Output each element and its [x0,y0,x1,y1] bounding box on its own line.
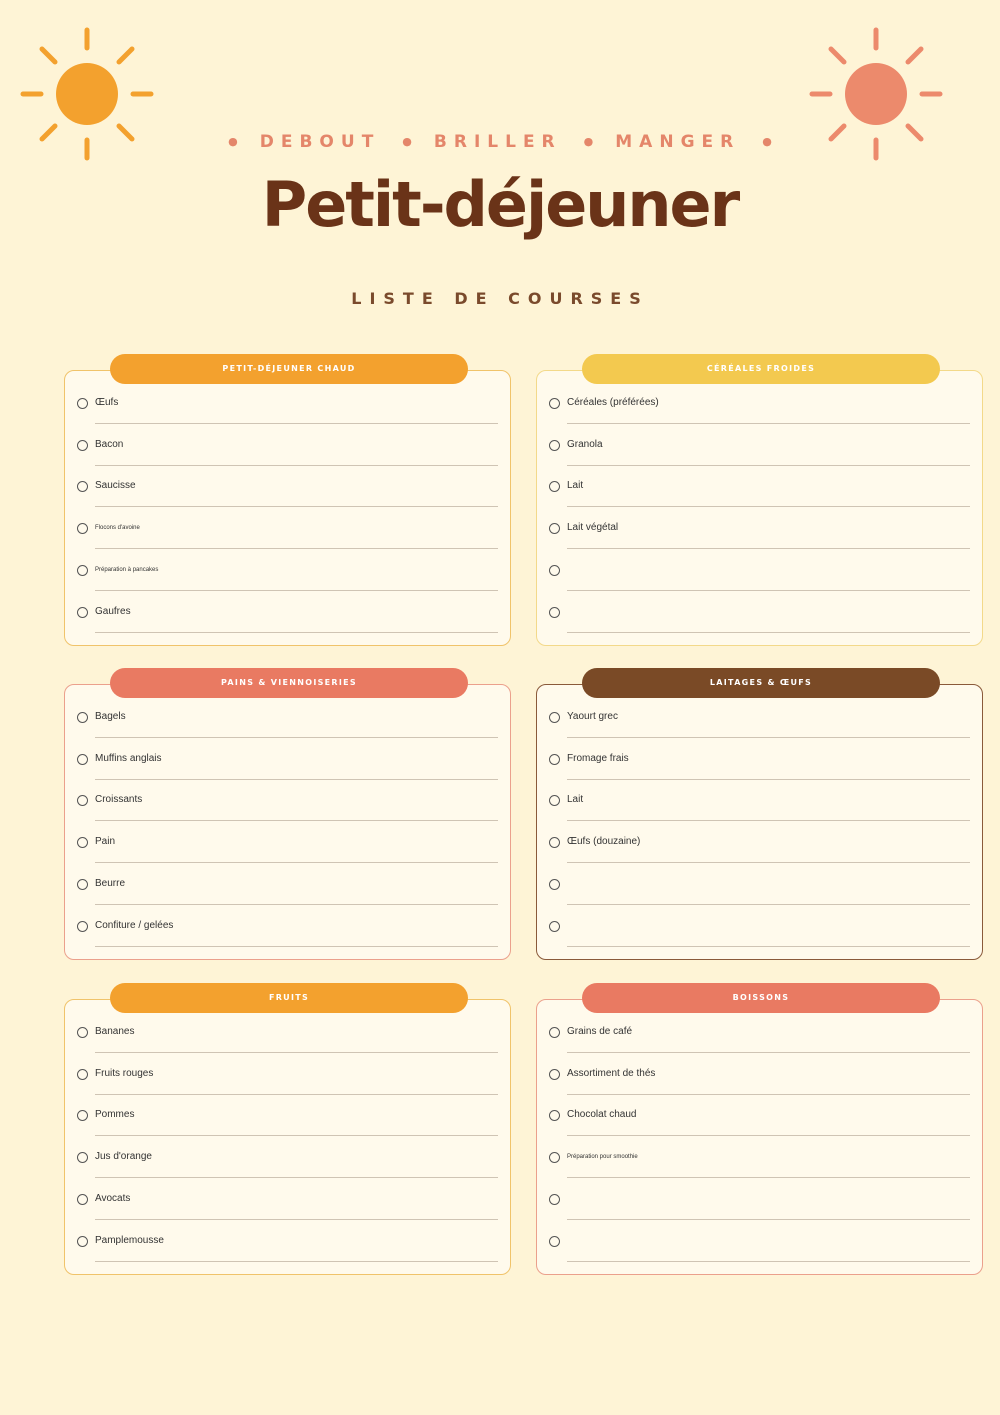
checkbox-circle[interactable] [77,1069,88,1080]
list-item-label: Croissants [95,794,143,806]
checkbox-circle[interactable] [77,607,88,618]
category-card [536,678,983,960]
category-title: BOISSONS [582,983,940,1013]
list-item-label: Avocats [95,1192,131,1204]
category-card [536,364,983,646]
list-item-label: Jus d'orange [95,1151,152,1163]
category-title: FRUITS [110,983,468,1013]
list-item [537,538,982,580]
list-item-label: Céréales (préférées) [567,397,659,408]
checkbox-circle[interactable] [549,523,560,534]
list-item-label: Œufs [95,397,119,408]
list-item [537,1042,982,1084]
list-item [65,1167,510,1209]
category-card [64,993,511,1275]
checkbox-circle[interactable] [549,1236,560,1247]
checkbox-circle[interactable] [77,1027,88,1038]
checkbox-circle[interactable] [77,1236,88,1247]
checkbox-circle[interactable] [549,607,560,618]
list-item-label: Fromage frais [567,752,629,764]
tagline-word: DEBOUT [259,132,381,152]
list-item [537,371,982,413]
checkbox-circle[interactable] [77,921,88,932]
checkbox-circle[interactable] [77,1110,88,1121]
list-item [65,1125,510,1167]
checkbox-circle[interactable] [77,754,88,765]
list-item-label: Lait végétal [567,522,619,534]
page-subtitle: LISTE DE COURSES [351,289,649,308]
list-item-label: Assortiment de thés [567,1067,656,1079]
list-item-label: Bacon [95,438,124,450]
list-item-label: Muffins anglais [95,752,162,764]
list-item [65,1209,510,1251]
tagline-dot: ● [402,135,412,148]
list-item [65,454,510,496]
page-title: Petit-déjeuner [261,168,739,241]
checkbox-circle[interactable] [549,712,560,723]
checkbox-circle[interactable] [77,440,88,451]
checkbox-circle[interactable] [77,565,88,576]
tagline-word: MANGER [615,132,741,152]
category-card [536,993,983,1275]
checkbox-circle[interactable] [549,440,560,451]
checkbox-circle[interactable] [549,398,560,409]
list-item [65,1083,510,1125]
list-item [537,852,982,894]
list-item-label: Bagels [95,711,126,722]
list-item [65,727,510,769]
checkbox-circle[interactable] [77,523,88,534]
list-item [537,1209,982,1251]
list-item [65,894,510,936]
list-item [65,1042,510,1084]
checkbox-circle[interactable] [549,1069,560,1080]
tagline-dot: ● [583,135,594,148]
list-item [65,1000,510,1042]
list-item [65,413,510,455]
list-item [537,685,982,727]
write-line [95,1261,498,1262]
list-item [537,1167,982,1209]
list-item [537,1083,982,1125]
category-title: LAITAGES & ŒUFS [582,668,940,698]
checkbox-circle[interactable] [549,921,560,932]
list-item-label: Pain [95,836,116,848]
checkbox-circle[interactable] [549,1027,560,1038]
list-item-label: Chocolat chaud [567,1109,637,1121]
list-item [537,810,982,852]
list-item [65,810,510,852]
tagline [0,132,1000,152]
checkbox-circle[interactable] [549,795,560,806]
list-item [65,852,510,894]
list-item-label: Flocons d'avoine [95,525,140,532]
list-item-label: Saucisse [95,480,136,492]
list-item [65,580,510,622]
list-item [65,768,510,810]
checkbox-circle[interactable] [77,1194,88,1205]
checkbox-circle[interactable] [77,837,88,848]
list-item [537,768,982,810]
checkbox-circle[interactable] [549,481,560,492]
category-title: PETIT-DÉJEUNER CHAUD [110,354,468,384]
list-item-label: Préparation pour smoothie [567,1154,638,1161]
checkbox-circle[interactable] [77,1152,88,1163]
list-item-label: Bananes [95,1026,135,1037]
list-item-label: Fruits rouges [95,1067,154,1079]
list-item [537,454,982,496]
checkbox-circle[interactable] [549,754,560,765]
tagline-dot: ● [762,135,772,148]
list-item-label: Œufs (douzaine) [567,836,641,848]
write-line [95,946,498,947]
list-item-label: Lait [567,480,584,492]
list-item [537,496,982,538]
checkbox-circle[interactable] [77,795,88,806]
tagline-word: BRILLER [433,132,562,152]
category-title: CÉRÉALES FROIDES [582,354,940,384]
category-card [64,364,511,646]
checkbox-circle[interactable] [77,398,88,409]
checkbox-circle[interactable] [549,1152,560,1163]
checkbox-circle[interactable] [77,481,88,492]
write-line [567,1261,970,1262]
checkbox-circle[interactable] [549,879,560,890]
list-item-label: Lait [567,794,584,806]
list-item-label: Préparation à pancakes [95,566,159,573]
checkbox-circle[interactable] [77,879,88,890]
checkbox-circle[interactable] [549,1110,560,1121]
list-item [537,727,982,769]
list-item-label: Confiture / gelées [95,919,174,931]
checkbox-circle[interactable] [549,1194,560,1205]
checkbox-circle[interactable] [77,712,88,723]
checkbox-circle[interactable] [549,837,560,848]
category-card [64,678,511,960]
list-item-label: Grains de café [567,1026,633,1037]
list-item [65,371,510,413]
category-title: PAINS & VIENNOISERIES [110,668,468,698]
list-item [537,1000,982,1042]
list-item [537,580,982,622]
list-item-label: Pommes [95,1109,135,1121]
list-item [537,413,982,455]
list-item-label: Beurre [95,877,126,889]
write-line [567,632,970,633]
list-item [537,1125,982,1167]
list-item [65,538,510,580]
tagline-dot: ● [228,135,238,148]
list-item-label: Pamplemousse [95,1234,164,1246]
list-item-label: Yaourt grec [567,711,618,722]
write-line [95,632,498,633]
write-line [567,946,970,947]
list-item-label: Granola [567,438,603,450]
list-item [65,496,510,538]
checkbox-circle[interactable] [549,565,560,576]
list-item-label: Gaufres [95,605,131,617]
list-item [537,894,982,936]
list-item [65,685,510,727]
